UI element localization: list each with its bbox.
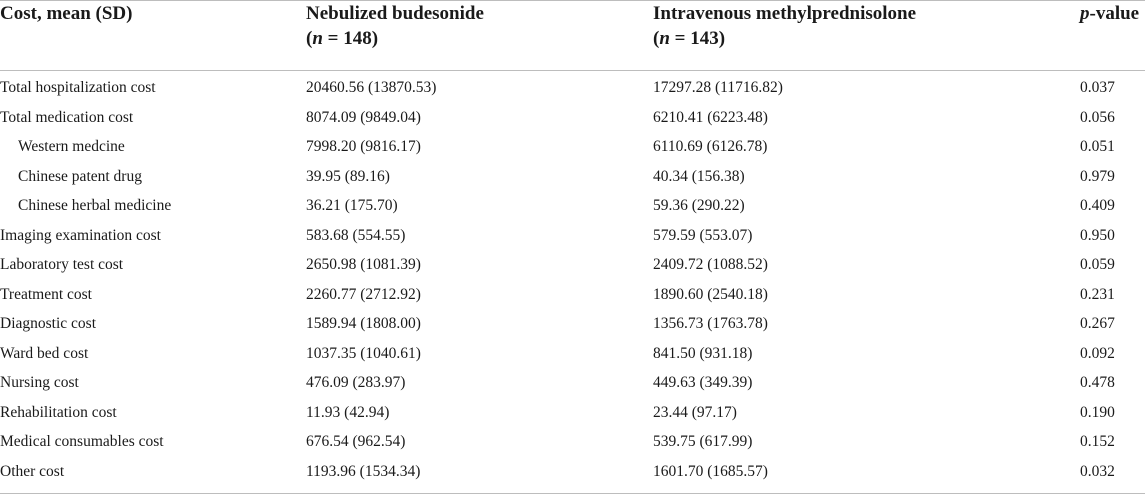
table-row: [0, 339, 1145, 369]
nebulized-value: 676.54 (962.54): [306, 433, 406, 450]
p-value: 0.267: [1080, 315, 1115, 332]
table-row: [0, 103, 1145, 133]
row-label: Total medication cost: [0, 108, 134, 126]
intravenous-value: 2409.72 (1088.52): [653, 256, 768, 273]
table-row: [0, 427, 1145, 457]
table-row: [0, 280, 1145, 310]
header-intravenous-title: Intravenous methylprednisolone: [653, 3, 917, 24]
row-label: Ward bed cost: [0, 344, 89, 362]
row-label: Total hospitalization cost: [0, 79, 156, 96]
intravenous-value: 6210.41 (6223.48): [653, 108, 768, 126]
header-p-rest: -value: [1089, 3, 1140, 24]
p-value: 0.032: [1080, 462, 1115, 480]
intravenous-value: 841.50 (931.18): [653, 344, 753, 362]
intravenous-value: 539.75 (617.99): [653, 433, 753, 450]
header-nebulized-n: (n = 148): [306, 28, 379, 49]
row-label: Other cost: [0, 462, 65, 480]
p-value: 0.092: [1080, 344, 1115, 362]
table-row: [0, 368, 1145, 398]
table-row: [0, 162, 1145, 192]
header-nebulized-title: Nebulized budesonide: [306, 3, 484, 24]
intravenous-value: 17297.28 (11716.82): [653, 79, 783, 96]
p-value: 0.056: [1080, 108, 1115, 126]
intravenous-value: 40.34 (156.38): [653, 167, 745, 185]
row-label: Nursing cost: [0, 374, 79, 391]
table-row: [0, 457, 1145, 487]
header-p-var: p: [1080, 3, 1090, 24]
intravenous-value: 59.36 (290.22): [653, 197, 745, 214]
nebulized-value: 8074.09 (9849.04): [306, 108, 421, 126]
nebulized-value: 2260.77 (2712.92): [306, 285, 421, 303]
table-row: [0, 221, 1145, 251]
intravenous-value: 1601.70 (1685.57): [653, 462, 768, 480]
table-top-rule: [0, 0, 1145, 1]
nebulized-value: 7998.20 (9816.17): [306, 138, 421, 155]
nebulized-value: 1193.96 (1534.34): [306, 462, 421, 480]
row-label: Laboratory test cost: [0, 256, 124, 273]
row-label: Chinese herbal medicine: [18, 197, 172, 214]
nebulized-value: 11.93 (42.94): [306, 403, 390, 421]
nebulized-value: 1589.94 (1808.00): [306, 315, 421, 332]
p-value: 0.152: [1080, 433, 1115, 450]
row-label: Western medcine: [18, 138, 125, 155]
intravenous-value: 23.44 (97.17): [653, 403, 737, 421]
header-p-value: [1080, 1, 1139, 26]
row-label: Rehabilitation cost: [0, 403, 117, 421]
header-intravenous: [653, 1, 916, 51]
nebulized-value: 1037.35 (1040.61): [306, 344, 421, 362]
nebulized-value: 583.68 (554.55): [306, 226, 406, 244]
nebulized-value: 476.09 (283.97): [306, 374, 406, 391]
header-intravenous-n: (n = 143): [653, 28, 726, 49]
row-label: Medical consumables cost: [0, 433, 164, 450]
row-label: Chinese patent drug: [18, 167, 142, 185]
intravenous-value: 1890.60 (2540.18): [653, 285, 768, 303]
row-label: Treatment cost: [0, 285, 92, 303]
nebulized-value: 36.21 (175.70): [306, 197, 398, 214]
table-row: [0, 73, 1145, 103]
intravenous-value: 579.59 (553.07): [653, 226, 753, 244]
p-value: 0.478: [1080, 374, 1115, 391]
header-intravenous-n-rest: = 143): [669, 28, 726, 49]
p-value: 0.409: [1080, 197, 1115, 214]
header-nebulized-n-rest: = 148): [322, 28, 379, 49]
header-cost-label: Cost, mean (SD): [0, 3, 133, 24]
nebulized-value: 20460.56 (13870.53): [306, 79, 437, 96]
table-row: [0, 398, 1145, 428]
header-rule: [0, 70, 1145, 71]
header-intravenous-n-var: n: [659, 28, 670, 49]
header-nebulized-n-var: n: [312, 28, 323, 49]
table-body: [0, 73, 1145, 486]
p-value: 0.037: [1080, 79, 1115, 96]
header-cost: [0, 1, 132, 26]
table-bottom-rule: [0, 493, 1145, 494]
intravenous-value: 449.63 (349.39): [653, 374, 753, 391]
nebulized-value: 2650.98 (1081.39): [306, 256, 421, 273]
table-row: [0, 309, 1145, 339]
row-label: Diagnostic cost: [0, 315, 96, 332]
p-value: 0.190: [1080, 403, 1115, 421]
p-value: 0.051: [1080, 138, 1115, 155]
table-row: [0, 132, 1145, 162]
intravenous-value: 6110.69 (6126.78): [653, 138, 768, 155]
row-label: Imaging examination cost: [0, 226, 161, 244]
p-value: 0.950: [1080, 226, 1115, 244]
table-row: [0, 250, 1145, 280]
header-nebulized: [306, 1, 484, 51]
p-value: 0.979: [1080, 167, 1115, 185]
nebulized-value: 39.95 (89.16): [306, 167, 390, 185]
table-row: [0, 191, 1145, 221]
intravenous-value: 1356.73 (1763.78): [653, 315, 768, 332]
p-value: 0.059: [1080, 256, 1115, 273]
p-value: 0.231: [1080, 285, 1115, 303]
